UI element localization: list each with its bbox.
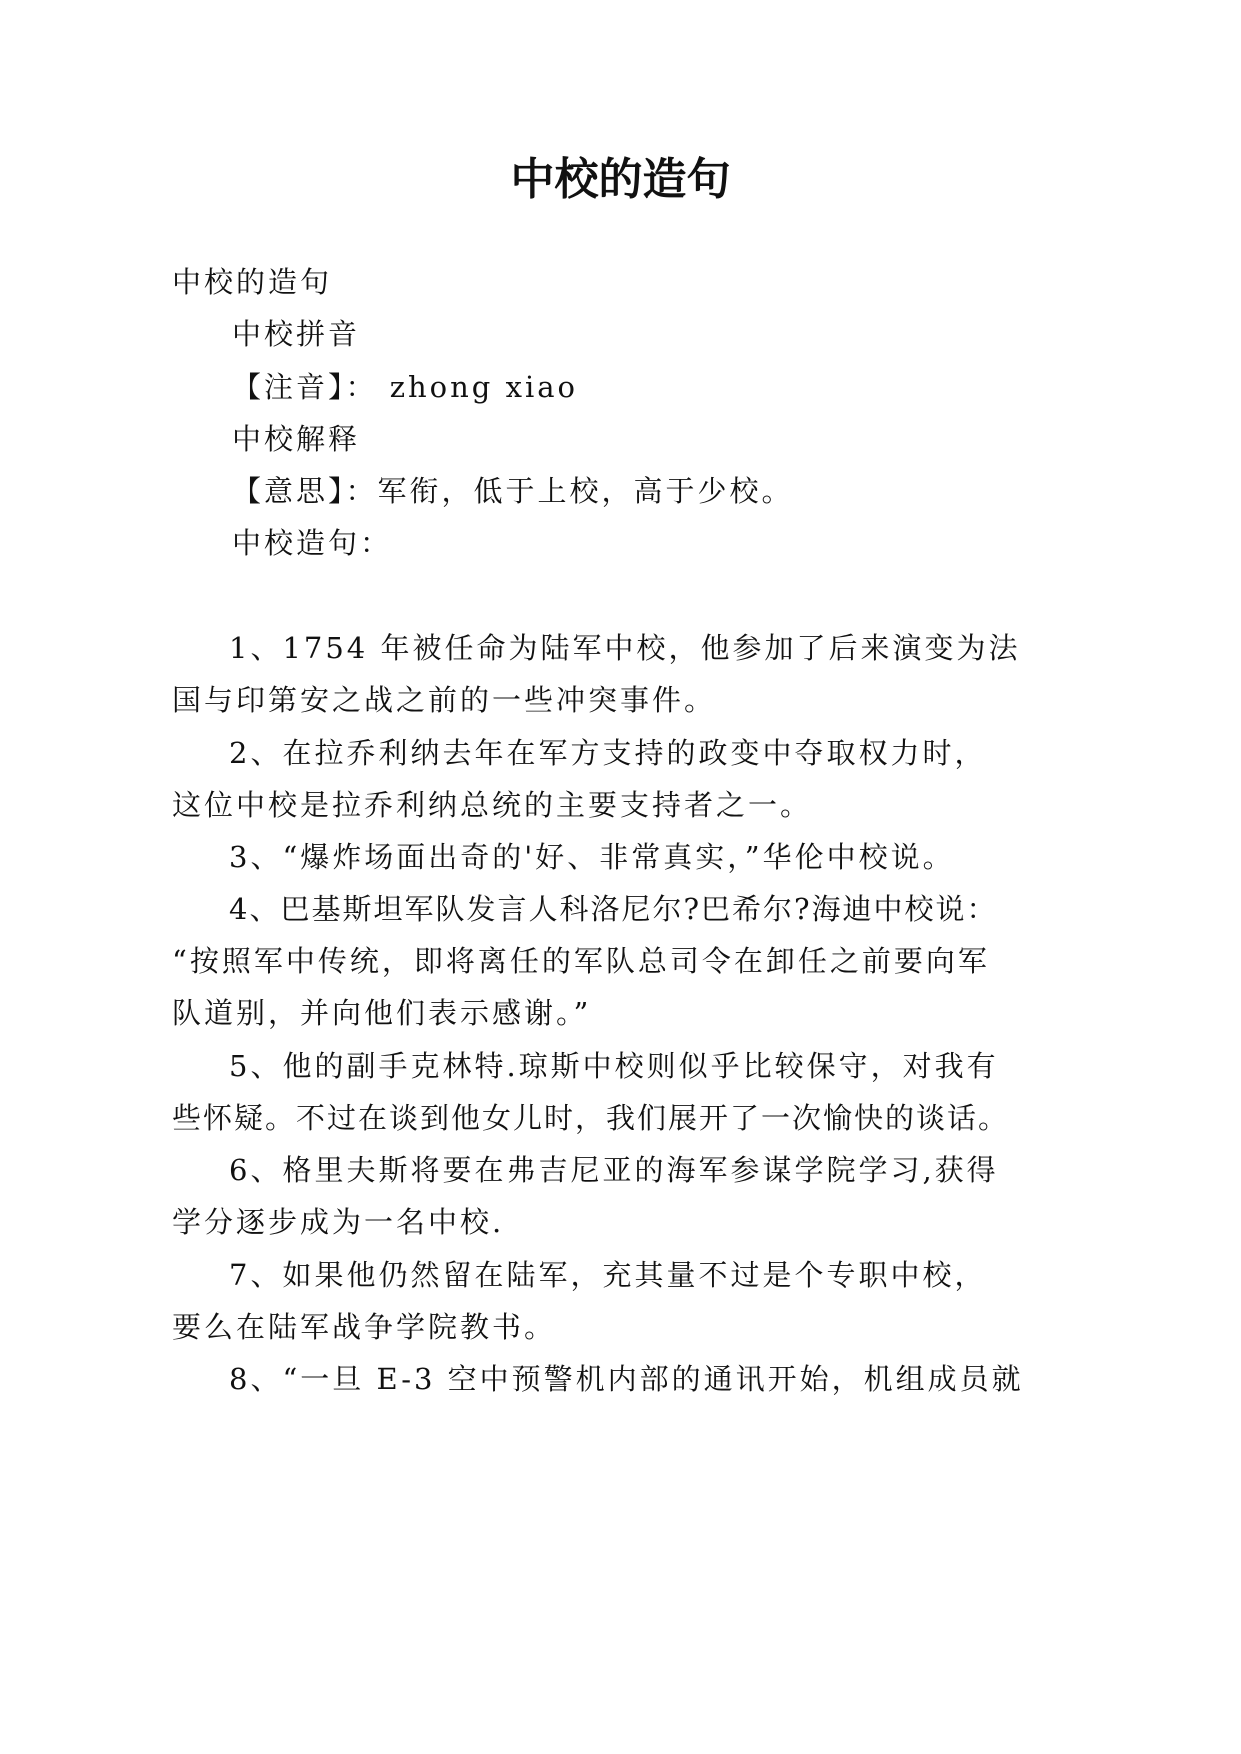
sentence-7-line-2: 要么在陆军战争学院教书。 — [172, 1310, 557, 1344]
sentences-heading: 中校造句： — [232, 526, 393, 560]
sentence-6-line-2: 学分逐步成为一名中校. — [172, 1205, 505, 1239]
sentence-3-line-1: 3、“爆炸场面出奇的'好、非常真实，”华伦中校说。 — [229, 840, 955, 874]
sentence-2-line-1: 2、在拉乔利纳去年在军方支持的政变中夺取权力时， — [229, 736, 987, 770]
subtitle: 中校的造句 — [172, 265, 333, 299]
sentence-4-line-3: 队道别，并向他们表示感谢。” — [172, 996, 592, 1030]
meaning-heading: 中校解释 — [232, 422, 361, 456]
sentence-8-line-1: 8、“一旦 E-3 空中预警机内部的通讯开始，机组成员就 — [229, 1362, 1024, 1396]
pinyin-line: 【注音】： zhong xiao — [232, 370, 578, 404]
document-title: 中校的造句 — [510, 154, 731, 205]
sentence-6-line-1: 6、格里夫斯将要在弗吉尼亚的海军参谋学院学习,获得 — [229, 1153, 999, 1187]
sentence-1-line-2: 国与印第安之战之前的一些冲突事件。 — [172, 683, 717, 717]
sentence-4-line-1: 4、巴基斯坦军队发言人科洛尼尔?巴希尔?海迪中校说： — [229, 892, 998, 926]
sentence-2-line-2: 这位中校是拉乔利纳总统的主要支持者之一。 — [172, 788, 813, 822]
meaning-line: 【意思】：军衔，低于上校，高于少校。 — [232, 474, 794, 508]
sentence-5-line-1: 5、他的副手克林特.琼斯中校则似乎比较保守，对我有 — [229, 1049, 999, 1083]
sentence-1-line-1: 1、1754 年被任命为陆军中校，他参加了后来演变为法 — [229, 631, 1021, 665]
sentence-5-line-2: 些怀疑。不过在谈到他女儿时，我们展开了一次愉快的谈话。 — [172, 1101, 1010, 1135]
pinyin-heading: 中校拼音 — [232, 317, 361, 351]
sentence-4-line-2: “按照军中传统，即将离任的军队总司令在卸任之前要向军 — [172, 944, 990, 978]
sentence-7-line-1: 7、如果他仍然留在陆军，充其量不过是个专职中校， — [229, 1258, 987, 1292]
